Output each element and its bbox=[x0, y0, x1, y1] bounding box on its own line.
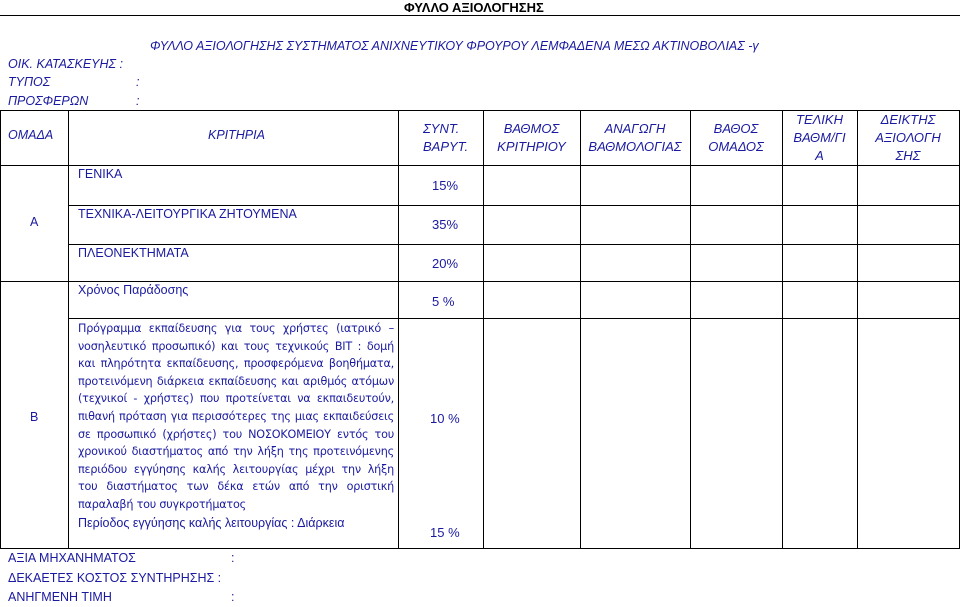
page-title: ΦΥΛΛΟ ΑΞΙΟΛΟΓΗΣΗΣ bbox=[404, 0, 544, 15]
weight-training-program: 10 % bbox=[430, 411, 460, 426]
scaled-price-colon: : bbox=[231, 590, 235, 604]
criterion-general: ΓΕΝΙΚΑ bbox=[78, 167, 123, 181]
weight-general: 15% bbox=[432, 178, 459, 193]
bidders-colon: : bbox=[136, 94, 140, 108]
type-label: ΤΥΠΟΣ bbox=[8, 75, 51, 89]
scaled-price-label: ΑΝΗΓΜΕΝΗ ΤΙΜΗ bbox=[8, 590, 112, 604]
weight-advantages: 20% bbox=[432, 256, 459, 271]
criterion-delivery-time: Χρόνος Παράδοσης bbox=[78, 283, 189, 297]
header-weight-coef: ΣΥΝΤ. ΒΑΡΥΤ. bbox=[423, 121, 469, 154]
header-final-score: ΤΕΛΙΚΗ ΒΑΘΜ/ΓΙ Α bbox=[793, 112, 846, 163]
weight-warranty-period: 15 % bbox=[430, 525, 460, 540]
maintenance-cost-label: ΔΕΚΑΕΤΕΣ ΚΟΣΤΟΣ ΣΥΝΤΗΡΗΣΗΣ : bbox=[8, 571, 222, 585]
group-a-label: Α bbox=[30, 215, 39, 229]
criterion-technical: ΤΕΧΝΙΚΑ-ΛΕΙΤΟΥΡΓΙΚΑ ΖΗΤΟΥΜΕΝΑ bbox=[78, 207, 297, 221]
type-colon: : bbox=[136, 75, 140, 89]
criterion-warranty-period: Περίοδος εγγύησης καλής λειτουργίας : Διάρκεια bbox=[78, 516, 345, 530]
weight-delivery-time: 5 % bbox=[432, 294, 455, 309]
machine-value-colon: : bbox=[231, 551, 235, 565]
criterion-advantages: ΠΛΕΟΝΕΚΤΗΜΑΤΑ bbox=[78, 246, 189, 260]
manufacturer-label: ΟΙΚ. ΚΑΤΑΣΚΕΥΗΣ : bbox=[8, 57, 123, 71]
header-criterion-score: ΒΑΘΜΟΣ ΚΡΙΤΗΡΙΟΥ bbox=[497, 121, 566, 154]
group-b-label: Β bbox=[30, 410, 39, 424]
header-group: ΟΜΑΔΑ bbox=[8, 128, 54, 142]
header-criteria: ΚΡΙΤΗΡΙΑ bbox=[208, 128, 265, 142]
bidders-label: ΠΡΟΣΦΕΡΩΝ bbox=[8, 94, 89, 108]
header-index: ΔΕΙΚΤΗΣ ΑΞΙΟΛΟΓΗ ΣΗΣ bbox=[875, 112, 941, 163]
form-subtitle: ΦΥΛΛΟ ΑΞΙΟΛΟΓΗΣΗΣ ΣΥΣΤΗΜΑΤΟΣ ΑΝΙΧΝΕΥΤΙΚΟΥ ΦΡΟΥΡΟΥ ΛΕΜΦΑΔΕΝΑ ΜΕΣΩ ΑΚΤΙΝΟΒΟΛΙΑΣ -γ bbox=[150, 39, 759, 53]
weight-technical: 35% bbox=[432, 217, 459, 232]
criterion-training-program: Πρόγραμμα εκπαίδευσης για τους χρήστες (ιατρικό – νοσηλευτικό προσωπικό) και τους τεχνικούς ΒΙΤ : δομή και πληρότητα εκπαίδευσης, προσφερόμενα βοηθήματα, προτεινόμενη διάρκεια εκπαίδευσης και αριθμός ατόμων (τεχνικοί - χρήστες) που προτείνεται να εκπαιδευτούν, πιθανή πρόταση για περισσότερες της μιας εκπαιδεύσεις σε προσωπικό (χρήστες) του ΝΟΣΟΚΟΜΕΙΟΥ εντός του χρονικού διαστήματος από την λήξη της προτεινόμενης περιόδου εγγύησης καλής λειτουργίας μέχρι την λήξη του διαστήματος των δέκα ετών από την οριστική παραλαβή του συγκροτήματος bbox=[78, 322, 394, 511]
header-group-score: ΒΑΘΟΣ ΟΜΑΔΟΣ bbox=[708, 121, 764, 154]
machine-value-label: ΑΞΙΑ ΜΗΧΑΝΗΜΑΤΟΣ bbox=[8, 551, 136, 565]
header-scaled-score: ΑΝΑΓΩΓΗ ΒΑΘΜΟΛΟΓΙΑΣ bbox=[588, 121, 682, 154]
